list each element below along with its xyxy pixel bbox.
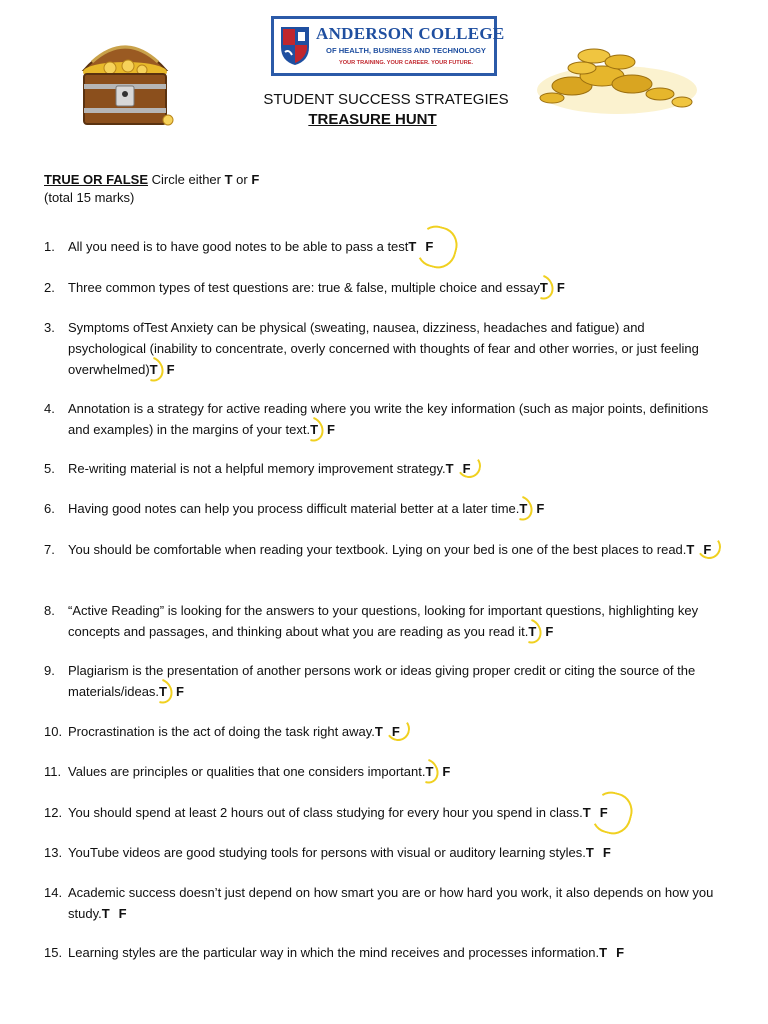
true-false-choices[interactable] <box>310 422 335 437</box>
question-number: 15. <box>44 945 63 960</box>
question-number: 14. <box>44 885 63 900</box>
question-text: Values are principles or qualities that one considers important. <box>68 764 426 779</box>
true-option[interactable] <box>519 498 527 519</box>
true-option[interactable] <box>425 761 433 782</box>
question-text-block <box>68 761 724 782</box>
question-number: 5. <box>44 461 55 476</box>
true-label: T <box>374 724 383 739</box>
true-label: T <box>445 461 454 476</box>
question-item <box>44 721 724 742</box>
false-option[interactable] <box>536 498 544 519</box>
question-item <box>44 660 724 702</box>
true-option[interactable] <box>599 942 607 963</box>
question-text-block <box>68 802 724 823</box>
document-subtitle: TREASURE HUNT <box>308 111 437 128</box>
false-label: F <box>545 624 554 639</box>
false-label: F <box>599 805 608 820</box>
false-label: F <box>327 422 335 437</box>
question-number: 8. <box>44 603 55 618</box>
logo-college-subtitle: OF HEALTH, BUSINESS AND TECHNOLOGY <box>326 46 486 55</box>
question-item <box>44 600 724 642</box>
question-text-block <box>68 398 724 440</box>
true-option[interactable] <box>159 681 167 702</box>
false-option[interactable] <box>327 419 335 440</box>
false-option[interactable] <box>167 359 175 380</box>
true-label: T <box>425 764 434 779</box>
question-item <box>44 842 724 863</box>
false-option[interactable] <box>600 802 608 823</box>
true-option[interactable] <box>583 802 591 823</box>
false-option[interactable] <box>603 842 611 863</box>
question-text: Three common types of test questions are: true & false, multiple choice and essay <box>68 280 540 295</box>
instructions <box>44 171 259 207</box>
true-option[interactable] <box>586 842 594 863</box>
question-text: You should be comfortable when reading your textbook. Lying on your bed is one of the best places to read. <box>68 542 687 557</box>
false-option[interactable] <box>616 942 624 963</box>
question-item <box>44 398 724 440</box>
true-false-choices[interactable] <box>375 724 400 739</box>
false-label: F <box>602 845 611 860</box>
question-text-block <box>68 277 724 298</box>
true-label: T <box>599 945 608 960</box>
question-text: Academic success doesn’t just depend on how smart you are or how hard you work, it also depends on how you study. <box>68 885 714 921</box>
question-text: Symptoms ofTest Anxiety can be physical (sweating, nausea, dizziness, headaches and fatigue) and psychological (inability to concentrate, overly concerned with thoughts of fear and other worries, or just feeling overwhelmed) <box>68 320 699 377</box>
instruction-f: F <box>251 172 260 187</box>
true-false-choices[interactable] <box>583 805 608 820</box>
false-option[interactable] <box>425 236 433 257</box>
false-label: F <box>166 362 175 377</box>
question-text-block <box>68 660 724 702</box>
true-label: T <box>528 624 537 639</box>
question-text-block <box>68 600 724 642</box>
question-number: 2. <box>44 280 55 295</box>
instruction-text-or: or <box>232 172 252 187</box>
true-false-choices[interactable] <box>446 461 471 476</box>
true-false-choices[interactable] <box>150 362 175 377</box>
question-number: 12. <box>44 805 63 820</box>
true-label: T <box>159 684 167 699</box>
false-label: F <box>703 542 712 557</box>
true-false-choices[interactable] <box>540 280 565 295</box>
true-label: T <box>149 362 158 377</box>
question-item <box>44 942 724 963</box>
question-number: 11. <box>44 764 62 779</box>
question-item <box>44 882 724 924</box>
true-label: T <box>686 542 695 557</box>
true-option[interactable] <box>375 721 383 742</box>
question-number: 6. <box>44 501 55 516</box>
shield-icon <box>279 25 311 67</box>
logo-tagline: YOUR TRAINING. YOUR CAREER. YOUR FUTURE. <box>338 60 474 66</box>
question-item <box>44 317 724 380</box>
false-label: F <box>118 906 127 921</box>
true-false-choices[interactable] <box>519 501 544 516</box>
instructions-line <box>44 171 259 189</box>
question-item <box>44 802 724 823</box>
true-option[interactable] <box>310 419 318 440</box>
question-item <box>44 761 724 782</box>
question-text: Procrastination is the act of doing the task right away. <box>68 724 375 739</box>
false-label: F <box>536 501 545 516</box>
total-marks: (total 15 marks) <box>44 190 135 205</box>
false-label: F <box>616 945 625 960</box>
false-label: F <box>556 280 565 295</box>
false-option[interactable] <box>703 539 711 560</box>
true-false-choices[interactable] <box>599 945 624 960</box>
question-text: You should spend at least 2 hours out of class studying for every hour you spend in class. <box>68 805 583 820</box>
question-text: Learning styles are the particular way in which the mind receives and processes information. <box>68 945 600 960</box>
false-label: F <box>442 764 451 779</box>
true-option[interactable] <box>528 621 536 642</box>
question-text-block <box>68 317 724 380</box>
question-text-block <box>68 458 724 479</box>
question-text-block <box>68 882 724 924</box>
true-false-choices[interactable] <box>528 624 553 639</box>
true-option[interactable] <box>102 903 110 924</box>
question-text-block <box>68 721 724 742</box>
highlight-circle <box>587 788 637 839</box>
question-text: YouTube videos are good studying tools for persons with visual or auditory learning styles. <box>68 845 586 860</box>
question-text: Having good notes can help you process difficult material better at a later time. <box>68 501 520 516</box>
true-option[interactable] <box>686 539 694 560</box>
question-text: Plagiarism is the presentation of another persons work or ideas giving proper credit or citing the source of the materials/ideas. <box>68 663 696 699</box>
true-label: T <box>101 906 110 921</box>
true-option[interactable] <box>540 277 548 298</box>
document-title: STUDENT SUCCESS STRATEGIES <box>263 91 509 108</box>
false-option[interactable] <box>176 681 184 702</box>
true-option[interactable] <box>408 236 416 257</box>
true-option[interactable] <box>150 359 158 380</box>
true-false-choices[interactable] <box>686 542 711 557</box>
false-option[interactable] <box>545 621 553 642</box>
question-text-block <box>68 942 724 963</box>
question-text: Annotation is a strategy for active reading where you write the key information (such as major points, definitions and examples) in the margins of your text. <box>68 401 709 437</box>
false-option[interactable] <box>392 721 400 742</box>
question-text-block <box>68 842 724 863</box>
true-label: T <box>585 845 594 860</box>
true-false-choices[interactable] <box>408 239 433 254</box>
instruction-text-a: Circle either <box>148 172 225 187</box>
true-label: T <box>408 239 417 254</box>
true-false-choices[interactable] <box>102 906 127 921</box>
false-label: F <box>425 239 434 254</box>
instruction-t: T <box>224 172 233 187</box>
false-label: F <box>176 684 184 699</box>
false-option[interactable] <box>557 277 565 298</box>
question-item <box>44 277 724 298</box>
question-item <box>44 236 724 257</box>
false-option[interactable] <box>119 903 127 924</box>
question-text: All you need is to have good notes to be able to pass a test <box>68 239 409 254</box>
true-label: T <box>519 501 528 516</box>
question-text-block <box>68 498 724 519</box>
true-label: T <box>310 422 319 437</box>
question-text-block <box>68 236 724 257</box>
college-logo <box>271 16 505 76</box>
true-false-choices[interactable] <box>425 764 450 779</box>
question-text-block <box>68 539 724 560</box>
true-false-choices[interactable] <box>586 845 611 860</box>
true-false-choices[interactable] <box>159 684 184 699</box>
question-number: 13. <box>44 845 63 860</box>
true-label: T <box>582 805 591 820</box>
question-number: 7. <box>44 542 55 557</box>
question-text: “Active Reading” is looking for the answers to your questions, looking for important questions, highlighting key concepts and passages, and thinking about what you are reading as you read it. <box>68 603 699 639</box>
highlight-circle <box>413 222 463 273</box>
section-heading: TRUE OR FALSE <box>44 172 149 187</box>
false-option[interactable] <box>442 761 450 782</box>
question-number: 10. <box>44 724 63 739</box>
question-text: Re-writing material is not a helpful memory improvement strategy. <box>68 461 446 476</box>
false-option[interactable] <box>463 458 471 479</box>
false-label: F <box>391 724 400 739</box>
question-item <box>44 458 724 479</box>
logo-college-name: ANDERSON COLLEGE <box>316 24 505 43</box>
false-label: F <box>462 461 471 476</box>
question-number: 9. <box>44 663 55 678</box>
question-item <box>44 539 724 560</box>
question-number: 4. <box>44 401 55 416</box>
question-number: 1. <box>44 239 55 254</box>
question-number: 3. <box>44 320 55 335</box>
question-item <box>44 498 724 519</box>
true-option[interactable] <box>446 458 454 479</box>
true-label: T <box>539 280 548 295</box>
